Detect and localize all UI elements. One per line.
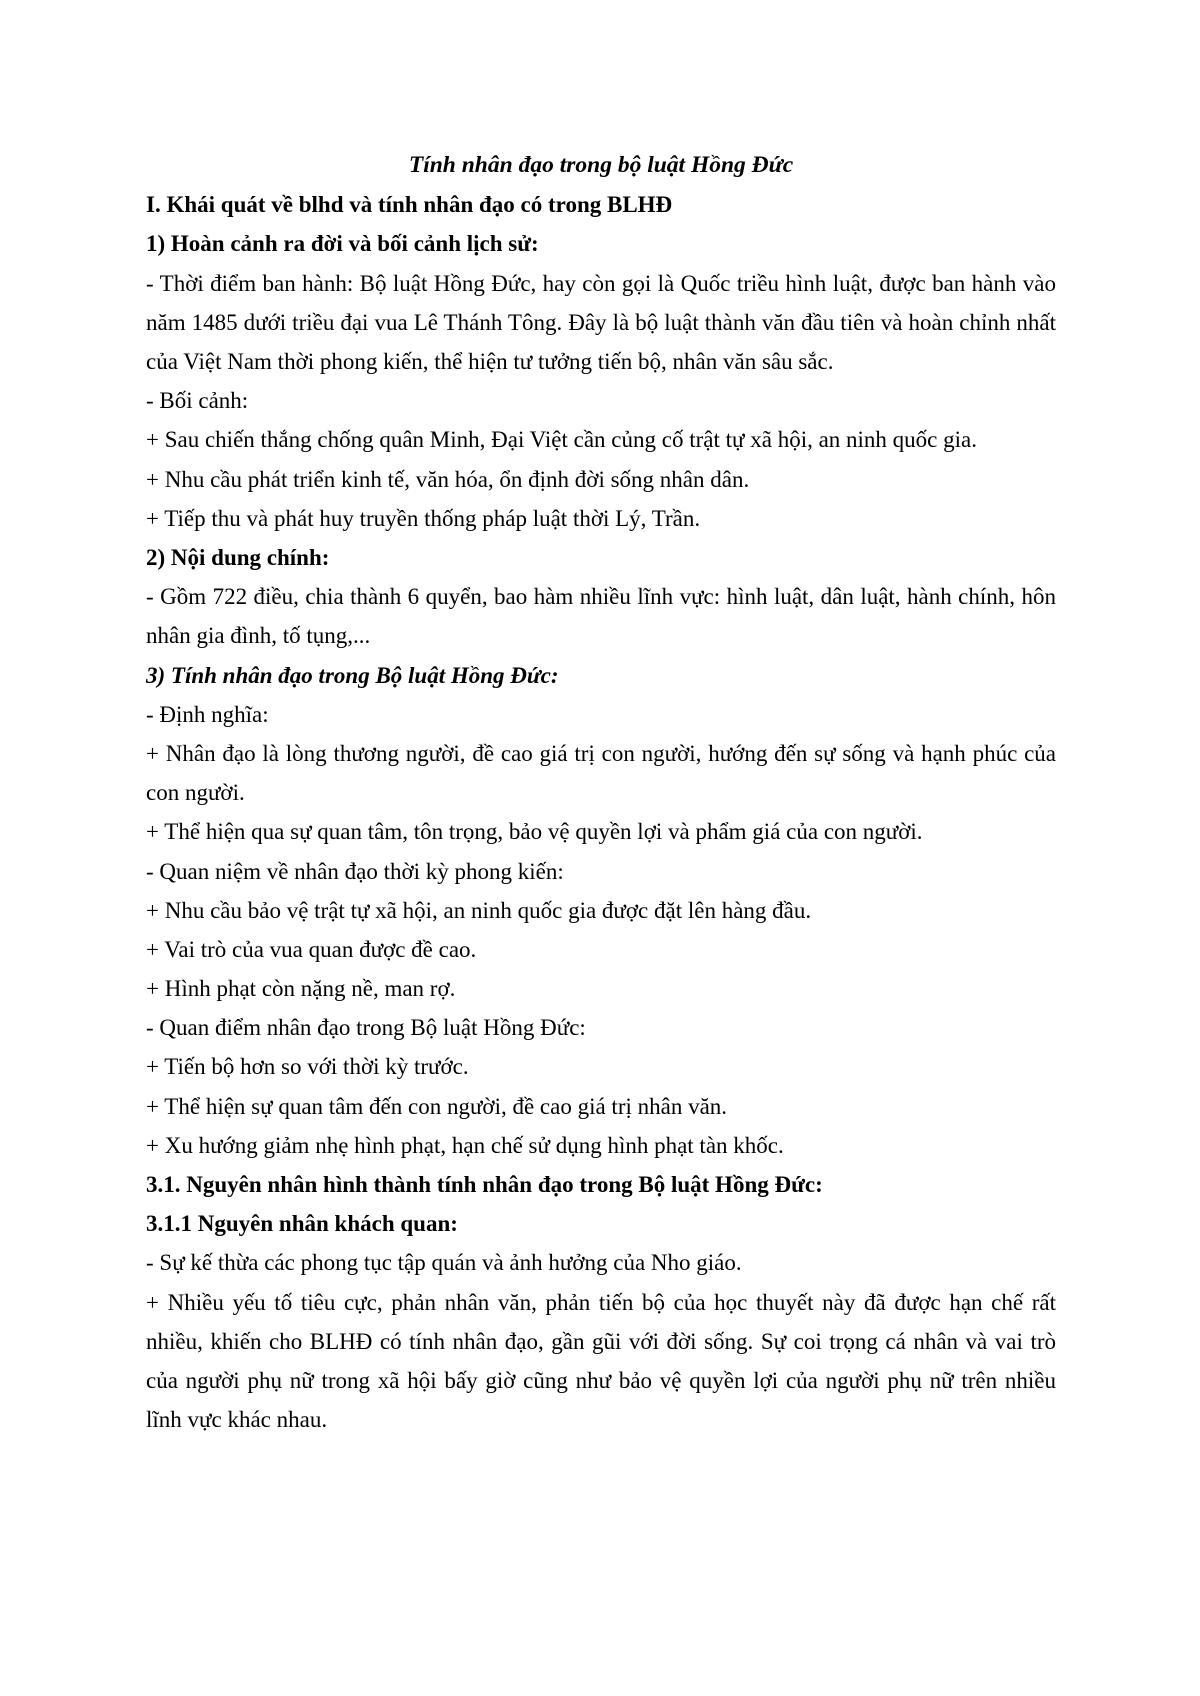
- paragraph: + Nhân đạo là lòng thương người, đề cao giá trị con người, hướng đến sự sống và hạnh phúc của con người.: [146, 740, 1056, 806]
- paragraph: + Sau chiến thắng chống quân Minh, Đại Việt cần củng cố trật tự xã hội, an ninh quốc gia.: [146, 427, 977, 453]
- paragraph: + Tiếp thu và phát huy truyền thống pháp luật thời Lý, Trần.: [146, 505, 701, 531]
- paragraph: + Vai trò của vua quan được đề cao.: [146, 936, 477, 962]
- paragraph: - Thời điểm ban hành: Bộ luật Hồng Đức, hay còn gọi là Quốc triều hình luật, được ban hành vào năm 1485 dưới triều đại vua Lê Thánh Tông. Đây là bộ luật thành văn đầu tiên và hoàn chỉnh nhất của Việt Nam thời phong kiến, thể hiện tư tưởng tiến bộ, nhân văn sâu sắc.: [146, 270, 1056, 374]
- paragraph: - Quan điểm nhân đạo trong Bộ luật Hồng Đức:: [146, 1015, 586, 1041]
- paragraph: + Thể hiện sự quan tâm đến con người, đề cao giá trị nhân văn.: [146, 1093, 728, 1119]
- section-heading: I. Khái quát về blhd và tính nhân đạo có trong BLHĐ: [146, 192, 673, 218]
- document-body: [146, 146, 1056, 1439]
- subsection-heading: 3) Tính nhân đạo trong Bộ luật Hồng Đức:: [146, 662, 559, 688]
- paragraph: + Nhiều yếu tố tiêu cực, phản nhân văn, phản tiến bộ của học thuyết này đã được hạn chế rất nhiều, khiến cho BLHĐ có tính nhân đạo, gần gũi với đời sống. Sự coi trọng cá nhân và vai trò của người phụ nữ trong xã hội bấy giờ cũng như bảo vệ quyền lợi của người phụ nữ trên nhiều lĩnh vực khác nhau.: [146, 1289, 1056, 1433]
- paragraph: - Định nghĩa:: [146, 701, 269, 727]
- document-title: Tính nhân đạo trong bộ luật Hồng Đức: [408, 152, 794, 178]
- paragraph: + Thể hiện qua sự quan tâm, tôn trọng, bảo vệ quyền lợi và phẩm giá của con người.: [146, 819, 923, 845]
- subsection-heading: 1) Hoàn cảnh ra đời và bối cảnh lịch sử:: [146, 231, 539, 257]
- paragraph: - Quan niệm về nhân đạo thời kỳ phong kiến:: [146, 858, 564, 884]
- paragraph: - Sự kế thừa các phong tục tập quán và ảnh hưởng của Nho giáo.: [146, 1250, 742, 1276]
- subsection-heading: 3.1. Nguyên nhân hình thành tính nhân đạo trong Bộ luật Hồng Đức:: [146, 1172, 823, 1197]
- subsection-heading: 2) Nội dung chính:: [146, 544, 330, 570]
- paragraph: + Tiến bộ hơn so với thời kỳ trước.: [146, 1054, 469, 1080]
- paragraph: + Hình phạt còn nặng nề, man rợ.: [146, 976, 456, 1002]
- paragraph: + Xu hướng giảm nhẹ hình phạt, hạn chế sử dụng hình phạt tàn khốc.: [146, 1132, 784, 1158]
- paragraph: + Nhu cầu phát triển kinh tế, văn hóa, ổn định đời sống nhân dân.: [146, 466, 750, 492]
- paragraph: + Nhu cầu bảo vệ trật tự xã hội, an ninh quốc gia được đặt lên hàng đầu.: [146, 897, 812, 923]
- subsection-heading: 3.1.1 Nguyên nhân khách quan:: [146, 1211, 458, 1237]
- paragraph: - Gồm 722 điều, chia thành 6 quyển, bao hàm nhiều lĩnh vực: hình luật, dân luật, hành chính, hôn nhân gia đình, tố tụng,...: [146, 584, 1056, 649]
- paragraph: - Bối cảnh:: [146, 388, 249, 414]
